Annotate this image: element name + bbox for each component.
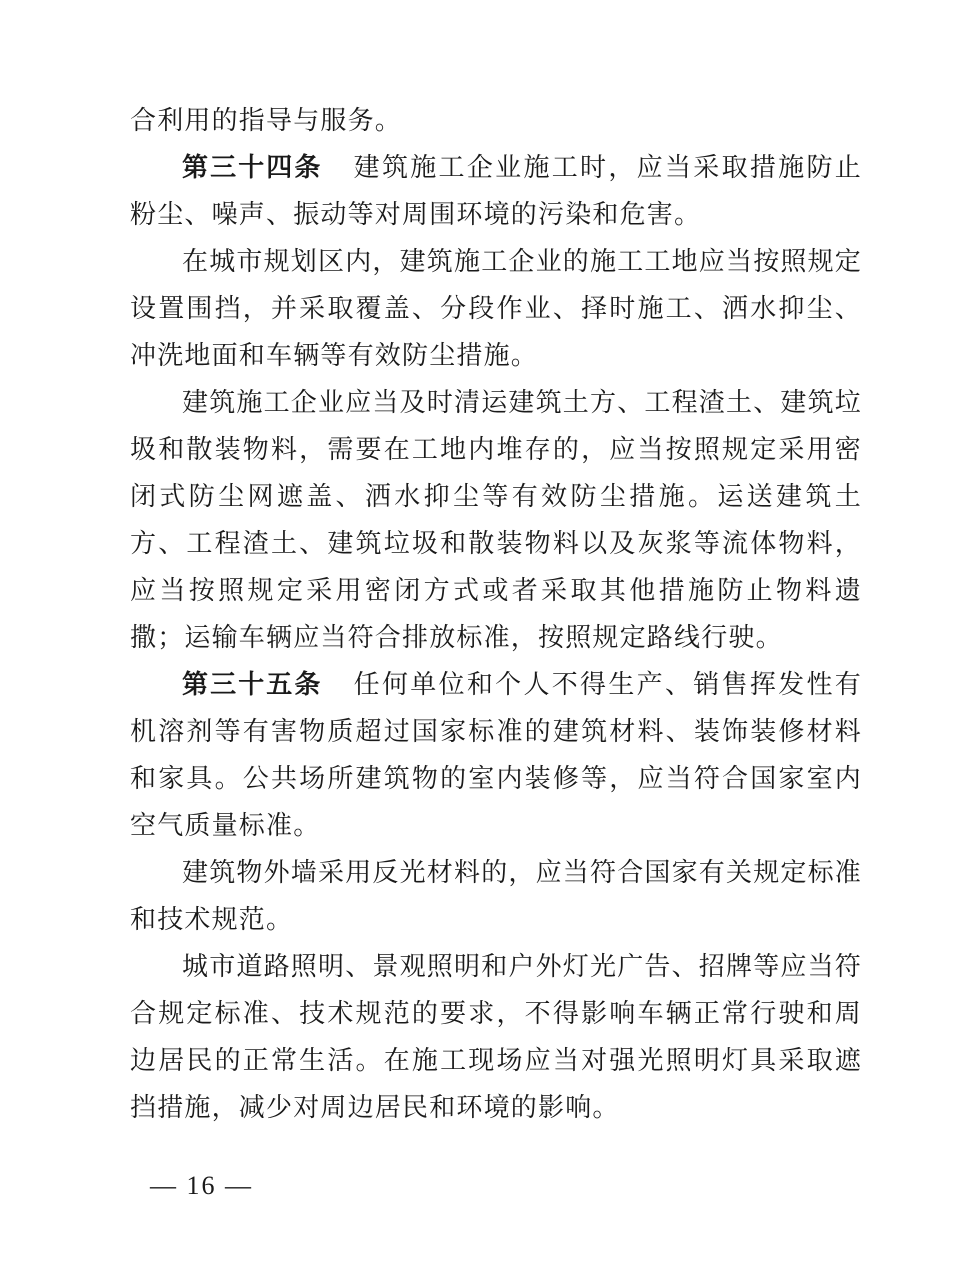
paragraph-continuation [130,98,862,145]
paragraph [130,850,862,944]
article-number: 第三十四条 [182,153,323,183]
paragraph-text: 城市道路照明、景观照明和户外灯光广告、招牌等应当符合规定标准、技术规范的要求，不得影响车辆正常行驶和周边居民的正常生活。在施工现场应当对强光照明灯具采取遮挡措施，减少对周边居民和环境的影响。 [130,952,863,1123]
paragraph-text: 建筑施工企业施工时，应当采取措施防止粉尘、噪声、振动等对周围环境的污染和危害。 [130,153,862,230]
paragraph [130,239,862,380]
paragraph [130,944,862,1132]
paragraph-text: 在城市规划区内，建筑施工企业的施工工地应当按照规定设置围挡，并采取覆盖、分段作业、择时施工、洒水抑尘、冲洗地面和车辆等有效防尘措施。 [130,247,863,371]
paragraph-text: 建筑施工企业应当及时清运建筑土方、工程渣土、建筑垃圾和散装物料，需要在工地内堆存的，应当按照规定采用密闭式防尘网遮盖、洒水抑尘等有效防尘措施。运送建筑土方、工程渣土、建筑垃圾和散装物料以及灰浆等流体物料，应当按照规定采用密闭方式或者采取其他措施防止物料遗撒；运输车辆应当符合排放标准，按照规定路线行驶。 [130,388,863,653]
article-35-paragraph [130,662,862,850]
document-body [130,98,862,1132]
paragraph [130,380,862,662]
paragraph-text: 任何单位和个人不得生产、销售挥发性有机溶剂等有害物质超过国家标准的建筑材料、装饰装修材料和家具。公共场所建筑物的室内装修等，应当符合国家室内空气质量标准。 [130,670,862,841]
page-number: — 16 — [150,1171,253,1200]
article-number: 第三十五条 [182,670,323,700]
article-34-paragraph [130,145,862,239]
paragraph-text: 建筑物外墙采用反光材料的，应当符合国家有关规定标准和技术规范。 [130,858,863,935]
paragraph-text: 合利用的指导与服务。 [130,106,403,136]
